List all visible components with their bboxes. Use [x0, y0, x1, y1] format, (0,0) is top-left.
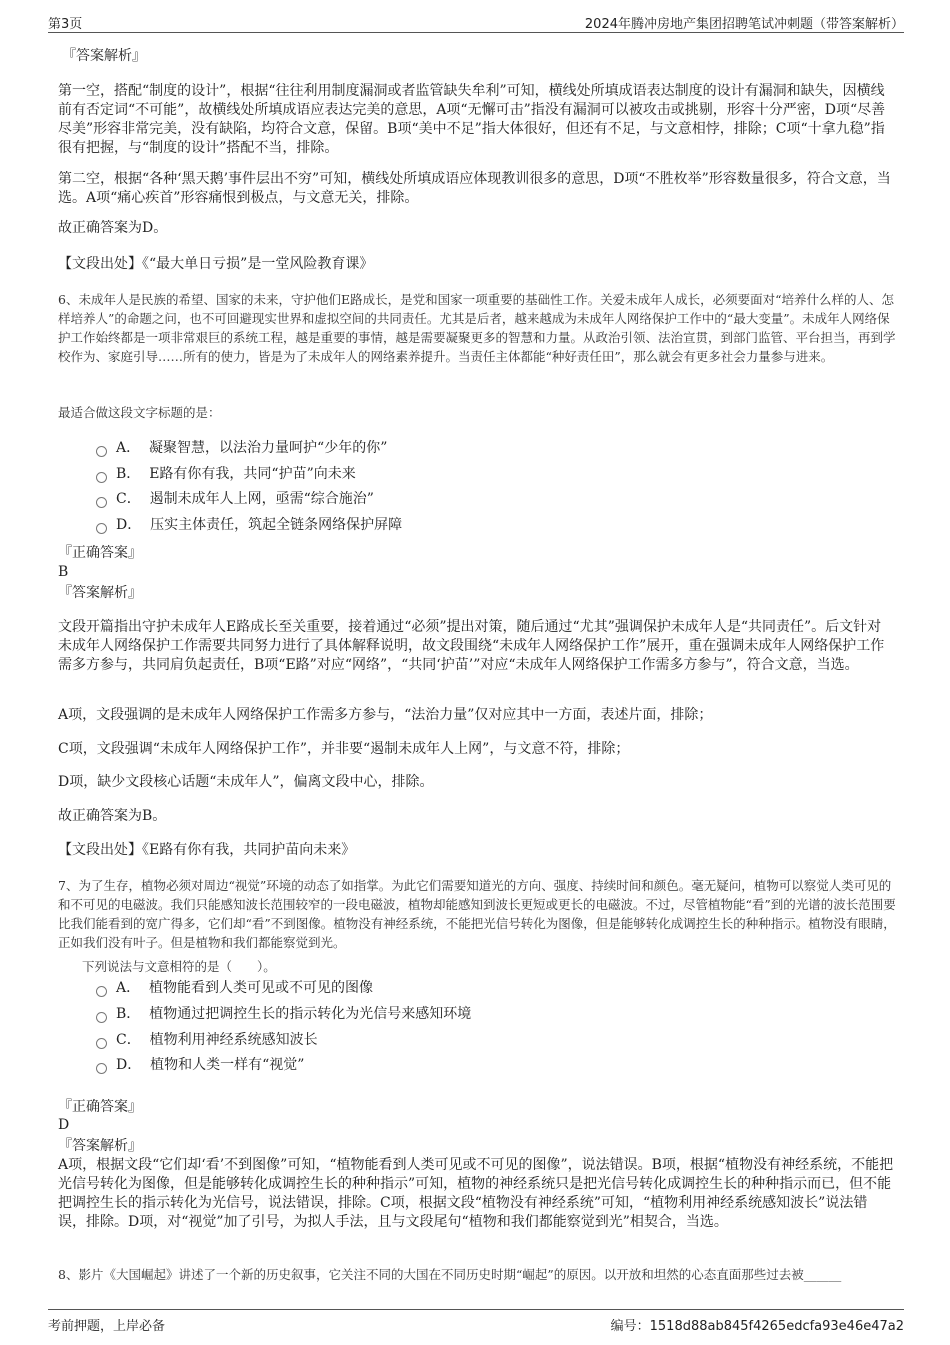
page-number: 第3页 — [48, 17, 83, 32]
analysis-paragraph: 第二空，根据“各种‘黑天鹅’事件层出不穷”可知，横线处所填成语应体现教训很多的意思，D项“不胜枚举”形容数量很多，符合文意，当选。A项“痛心疾首”形容痛恨到极点，与文意无关，排除。 — [58, 171, 891, 206]
answer-conclusion: 故正确答案为D。 — [58, 220, 168, 236]
analysis-label: 『答案解析』 — [62, 48, 146, 64]
option-text: 植物通过把调控生长的指示转化为光信号来感知环境 — [149, 1006, 472, 1022]
document-title: 2024年腾冲房地产集团招聘笔试冲刺题（带答案解析） — [584, 17, 904, 32]
analysis-paragraph: 文段开篇指出守护未成年人E路成长至关重要，接着通过“必须”提出对策，随后通过“尤其”强调保护未成年人是“共同责任”。后文针对未成年人网络保护工作需要共同努力进行了具体解释说明，故文段围绕“未成年人网络保护工作”展开，重在强调未成年人网络保护工作需多方参与，共同肩负起责任，B项“E路”对应“网络”，“共同‘护苗’”对应“未成年人网络保护工作需多方参与”，符合文意，当选。 — [58, 619, 885, 673]
page-footer — [48, 1309, 904, 1334]
option-c[interactable] — [96, 489, 374, 509]
option-d[interactable] — [96, 1055, 304, 1075]
radio-icon[interactable] — [96, 497, 107, 508]
radio-icon[interactable] — [96, 986, 107, 997]
option-text: 植物利用神经系统感知波长 — [149, 1032, 318, 1048]
option-b[interactable] — [96, 1004, 471, 1024]
option-text: 遏制未成年人上网，亟需“综合施治” — [149, 491, 374, 507]
analysis-paragraph: C项，文段强调“未成年人网络保护工作”，并非要“遏制未成年人上网”，与文意不符，排除； — [58, 741, 630, 757]
correct-answer-label: 『正确答案』 — [58, 1099, 142, 1115]
radio-icon[interactable] — [96, 523, 107, 534]
correct-answer-label: 『正确答案』 — [58, 545, 142, 561]
option-label: D． — [116, 1057, 142, 1073]
analysis-paragraph: 第一空，搭配“制度的设计”，根据“往往利用制度漏洞或者监管缺失牟利”可知，横线处所填成语表达制度的设计有漏洞和缺失，因横线前有否定词“不可能”，故横线处所填成语应表达完美的意思，A项“无懈可击”指没有漏洞可以被攻击或挑剔，形容十分严密，D项“尽善尽美”形容非常完美，没有缺陷，均符合文意，保留。B项“美中不足”指大体很好，但还有不足，与文意相悖，排除；C项“十拿九稳”指很有把握，与“制度的设计”搭配不当，排除。 — [58, 83, 886, 156]
question-stem: 6、未成年人是民族的希望、国家的未来，守护他们E路成长，是党和国家一项重要的基础性工作。关爱未成年人成长，必须要面对“培养什么样的人、怎样培养人”的命题之问，也不可回避现实世界和虚拟空间的共同责任。尤其是后者，越来越成为未成年人网络保护工作中的“最大变量”。未成年人网络保护工作始终都是一项非常艰巨的系统工程，越是重要的事情，越是需要凝聚更多的智慧和力量。从政治引领、法治宣贯，到部门监管、平台担当，再到学校作为、家庭引导……所有的使力，皆是为了未成年人的网络素养提升。当责任主体都能“种好责任田”，那么就会有更多社会力量参与进来。 — [58, 292, 896, 364]
page-header — [48, 12, 904, 33]
option-c[interactable] — [96, 1030, 318, 1050]
radio-icon[interactable] — [96, 1012, 107, 1023]
option-text: 植物能看到人类可见或不可见的图像 — [149, 980, 374, 996]
option-label: A． — [116, 440, 141, 456]
option-text: 植物和人类一样有“视觉” — [150, 1057, 305, 1073]
radio-icon[interactable] — [96, 472, 107, 483]
option-d[interactable] — [96, 515, 402, 535]
option-label: D． — [116, 517, 142, 533]
radio-icon[interactable] — [96, 1038, 107, 1049]
option-label: C． — [116, 491, 141, 507]
option-text: 压实主体责任，筑起全链条网络保护屏障 — [150, 517, 403, 533]
radio-icon[interactable] — [96, 446, 107, 457]
question-stem: 7、为了生存，植物必须对周边“视觉”环境的动态了如指掌。为此它们需要知道光的方向、强度、持续时间和颜色。毫无疑问，植物可以察觉人类可见的和不可见的电磁波。我们只能感知波长范围较窄的一段电磁波，植物却能感知到波长更短或更长的电磁波。不过，尽管植物能“看”到的光谱的波长范围要比我们能看到的宽广得多，它们却“看”不到图像。植物没有神经系统，不能把光信号转化为图像，但是能够转化成调控生长的种种指示。植物没有眼睛，正如我们没有叶子。但是植物和我们都能察觉到光。 — [58, 878, 896, 950]
option-label: C． — [116, 1032, 141, 1048]
analysis-label: 『答案解析』 — [58, 1138, 142, 1154]
option-text: E路有你有我，共同“护苗”向未来 — [149, 466, 356, 482]
footer-slogan: 考前押题，上岸必备 — [48, 1319, 166, 1334]
analysis-paragraph: D项，缺少文段核心话题“未成年人”，偏离文段中心，排除。 — [58, 774, 434, 790]
option-a[interactable] — [96, 438, 387, 458]
analysis-paragraph: A项，文段强调的是未成年人网络保护工作需多方参与，“法治力量”仅对应其中一方面，表述片面，排除； — [58, 707, 713, 723]
option-a[interactable] — [96, 978, 373, 998]
option-b[interactable] — [96, 464, 356, 484]
correct-answer-value: B — [58, 564, 69, 580]
radio-icon[interactable] — [96, 1063, 107, 1074]
answer-conclusion: 故正确答案为B。 — [58, 808, 167, 824]
option-label: A． — [116, 980, 141, 996]
question-prompt: 最适合做这段文字标题的是： — [58, 405, 221, 420]
document-id: 编号：1518d88ab845f4265edcfa93e46e47a2 — [610, 1319, 904, 1334]
question-stem: 8、影片《大国崛起》讲述了一个新的历史叙事，它关注不同的大国在不同历史时期“崛起”的原因。以开放和坦然的心态直面那些过去被______ — [58, 1267, 842, 1282]
correct-answer-value: D — [58, 1117, 70, 1133]
analysis-label: 『答案解析』 — [58, 585, 142, 601]
option-label: B． — [116, 1006, 141, 1022]
source-citation: 【文段出处】《“最大单日亏损”是一堂风险教育课》 — [58, 256, 374, 272]
question-prompt: 下列说法与文意相符的是（ ）。 — [82, 959, 276, 974]
analysis-paragraph: A项，根据文段“它们却‘看’不到图像”可知，“植物能看到人类可见或不可见的图像”，说法错误。B项，根据“植物没有神经系统，不能把光信号转化为图像，但是能够转化成调控生长的种种指示”可知，植物的神经系统只是把光信号转化成调控生长的种种指示而已，但不能把调控生长的指示转化为光信号，说法错误，排除。C项，根据文段“植物没有神经系统”可知，“植物利用神经系统感知波长”说法错误，排除。D项，对“视觉”加了引号，为拟人手法，且与文段尾句“植物和我们都能察觉到光”相契合，当选。 — [58, 1157, 894, 1230]
source-citation: 【文段出处】《E路有你有我，共同护苗向未来》 — [58, 842, 356, 858]
option-label: B． — [116, 466, 141, 482]
option-text: 凝聚智慧，以法治力量呵护“少年的你” — [149, 440, 388, 456]
